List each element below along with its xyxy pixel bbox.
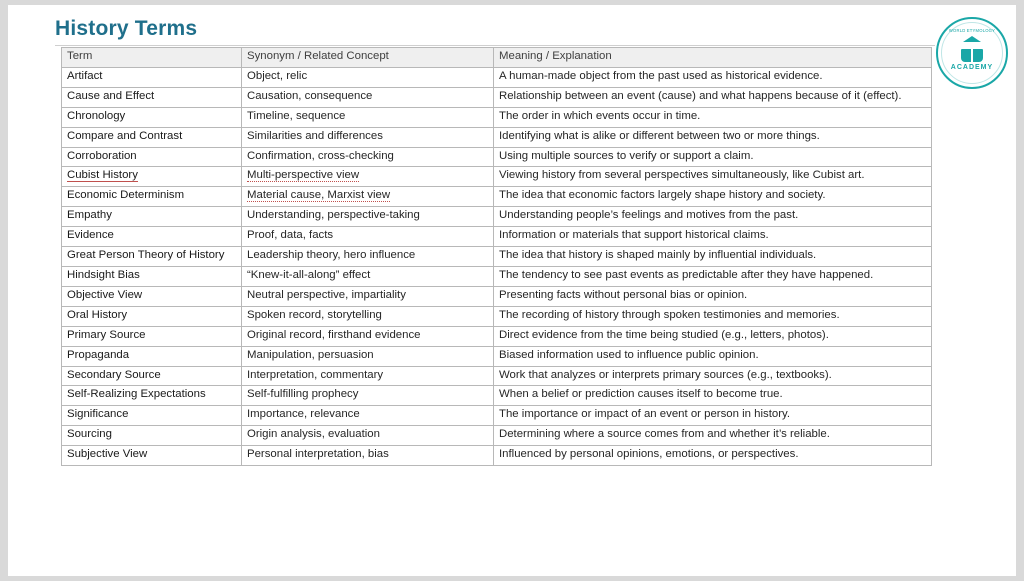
- cell-synonym: Proof, data, facts: [242, 227, 494, 247]
- cell-term: Secondary Source: [62, 366, 242, 386]
- table-row: [62, 426, 932, 446]
- cell-synonym: [242, 167, 494, 187]
- cell-meaning: Using multiple sources to verify or support a claim.: [494, 147, 932, 167]
- cell-synonym-text: Multi-perspective view: [247, 169, 360, 182]
- table-row: [62, 446, 932, 466]
- table-row: [62, 247, 932, 267]
- cell-term: Artifact: [62, 67, 242, 87]
- cell-meaning: Viewing history from several perspectives simultaneously, like Cubist art.: [494, 167, 932, 187]
- cell-meaning: The idea that economic factors largely shape history and society.: [494, 187, 932, 207]
- table-row: [62, 386, 932, 406]
- cell-synonym: Timeline, sequence: [242, 107, 494, 127]
- cell-term: Sourcing: [62, 426, 242, 446]
- table-row: [62, 207, 932, 227]
- cell-synonym: Understanding, perspective-taking: [242, 207, 494, 227]
- table-row: [62, 286, 932, 306]
- table-row: [62, 187, 932, 207]
- cell-synonym: Neutral perspective, impartiality: [242, 286, 494, 306]
- table-row: [62, 107, 932, 127]
- table-row: [62, 127, 932, 147]
- cell-synonym-text: Material cause, Marxist view: [247, 189, 391, 202]
- cell-term: Hindsight Bias: [62, 266, 242, 286]
- slide-canvas: [8, 5, 1016, 576]
- table-row: [62, 67, 932, 87]
- table-header-row: [62, 48, 932, 68]
- cell-term: Empathy: [62, 207, 242, 227]
- cell-term: Significance: [62, 406, 242, 426]
- cell-term: Propaganda: [62, 346, 242, 366]
- cell-synonym: Causation, consequence: [242, 87, 494, 107]
- logo-arc-text: WORLD ETYMOLOGY: [948, 27, 996, 34]
- table-header: [62, 48, 932, 68]
- cell-meaning: Determining where a source comes from and whether it’s reliable.: [494, 426, 932, 446]
- cell-meaning: The idea that history is shaped mainly by influential individuals.: [494, 247, 932, 267]
- cell-meaning: Identifying what is alike or different between two or more things.: [494, 127, 932, 147]
- cell-meaning: Direct evidence from the time being studied (e.g., letters, photos).: [494, 326, 932, 346]
- cell-term: Cause and Effect: [62, 87, 242, 107]
- cell-meaning: A human-made object from the past used as historical evidence.: [494, 67, 932, 87]
- table-row: [62, 87, 932, 107]
- cell-term: Self-Realizing Expectations: [62, 386, 242, 406]
- cell-synonym: Personal interpretation, bias: [242, 446, 494, 466]
- cell-meaning: Work that analyzes or interprets primary sources (e.g., textbooks).: [494, 366, 932, 386]
- logo-name: ACADEMY: [950, 63, 994, 71]
- cell-term-text: Cubist History: [67, 169, 138, 182]
- table-body: [62, 67, 932, 465]
- table-row: [62, 406, 932, 426]
- column-header-meaning: Meaning / Explanation: [494, 48, 932, 68]
- cell-term: [62, 167, 242, 187]
- cell-meaning: Influenced by personal opinions, emotions, or perspectives.: [494, 446, 932, 466]
- cell-synonym: Spoken record, storytelling: [242, 306, 494, 326]
- cell-synonym: Object, relic: [242, 67, 494, 87]
- cell-synonym: [242, 187, 494, 207]
- history-terms-table: [61, 47, 932, 466]
- cell-term: Economic Determinism: [62, 187, 242, 207]
- table-row: [62, 366, 932, 386]
- cell-synonym: Similarities and differences: [242, 127, 494, 147]
- book-icon: [961, 49, 983, 62]
- cell-meaning: Biased information used to influence public opinion.: [494, 346, 932, 366]
- cell-synonym: Origin analysis, evaluation: [242, 426, 494, 446]
- column-header-synonym: Synonym / Related Concept: [242, 48, 494, 68]
- cell-term: Chronology: [62, 107, 242, 127]
- logo-inner-ring: [941, 22, 1003, 84]
- cell-meaning: The importance or impact of an event or person in history.: [494, 406, 932, 426]
- cell-synonym: Self-fulfilling prophecy: [242, 386, 494, 406]
- column-header-term: Term: [62, 48, 242, 68]
- cell-synonym: Manipulation, persuasion: [242, 346, 494, 366]
- table-row: [62, 346, 932, 366]
- academy-logo: [936, 17, 1008, 89]
- cell-term: Corroboration: [62, 147, 242, 167]
- cell-synonym: Interpretation, commentary: [242, 366, 494, 386]
- cell-meaning: Information or materials that support historical claims.: [494, 227, 932, 247]
- page-title: History Terms: [55, 17, 198, 40]
- cell-term: Evidence: [62, 227, 242, 247]
- cell-meaning: The recording of history through spoken testimonies and memories.: [494, 306, 932, 326]
- table-row: [62, 227, 932, 247]
- cell-meaning: Understanding people’s feelings and motives from the past.: [494, 207, 932, 227]
- cell-meaning: Relationship between an event (cause) and what happens because of it (effect).: [494, 87, 932, 107]
- cell-meaning: Presenting facts without personal bias or opinion.: [494, 286, 932, 306]
- cell-synonym: Confirmation, cross-checking: [242, 147, 494, 167]
- cell-term: Great Person Theory of History: [62, 247, 242, 267]
- cell-synonym: Leadership theory, hero influence: [242, 247, 494, 267]
- cell-term: Subjective View: [62, 446, 242, 466]
- cell-synonym: Original record, firsthand evidence: [242, 326, 494, 346]
- title-divider: [55, 45, 935, 46]
- table-row: [62, 266, 932, 286]
- cell-synonym: Importance, relevance: [242, 406, 494, 426]
- cell-meaning: When a belief or prediction causes itself to become true.: [494, 386, 932, 406]
- cell-synonym: “Knew-it-all-along” effect: [242, 266, 494, 286]
- cell-meaning: The order in which events occur in time.: [494, 107, 932, 127]
- table-row: [62, 167, 932, 187]
- cell-term: Compare and Contrast: [62, 127, 242, 147]
- graduation-cap-icon: [963, 36, 981, 42]
- cell-term: Objective View: [62, 286, 242, 306]
- table-row: [62, 306, 932, 326]
- cell-term: Primary Source: [62, 326, 242, 346]
- table-row: [62, 147, 932, 167]
- cell-meaning: The tendency to see past events as predictable after they have happened.: [494, 266, 932, 286]
- table-row: [62, 326, 932, 346]
- cell-term: Oral History: [62, 306, 242, 326]
